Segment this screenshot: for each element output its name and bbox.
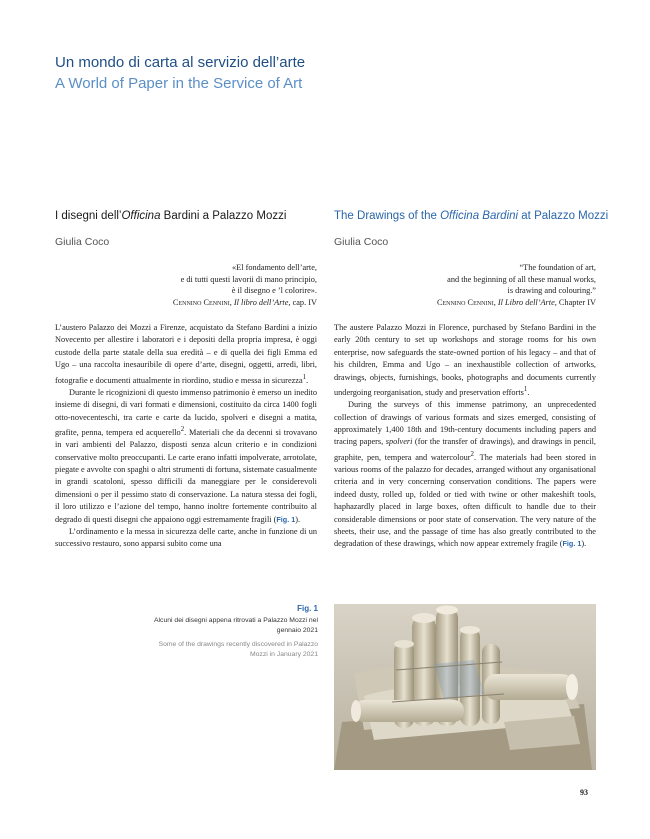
paragraph: L’ordinamento e la messa in sicurezza delle carte, anche in funzione di un successivo restauro, sono apparsi subito come una	[55, 527, 317, 549]
page-number: 93	[580, 788, 588, 797]
epigraph-line: and the beginning of all these manual works,	[447, 274, 596, 284]
paragraph: The austere Palazzo Mozzi in Florence, purchased by Stefano Bardini in the early 20th century to set up workshops and storage rooms for his own enterprise, now safeguards the state-owned portion of his legacy – and that of his children, Emma and Ugo – an inexhaustible collection of artworks, drawings, objects, furnishings, books, photographs and documents currently undergoing reorganisation, study and preservation efforts$^1$.	[334, 323, 596, 397]
photo-rolled-drawings	[334, 604, 596, 770]
paragraph: L’austero Palazzo dei Mozzi a Firenze, acquistato da Stefano Bardini a inizio Novecento per allestire i laboratori e i depositi della propria impresa, è oggi custode della parte statale della sua eredità – e di quella dei figli Emma ed Ugo – una raccolta inesauribile di opere d’arte, disegni, oggetti, arredi, libri, fotografie e documenti attualmente in riordino, studio e messa in sicurezza$^1$.	[55, 323, 317, 385]
author-english: Giulia Coco	[334, 236, 389, 248]
section-heading-italian: I disegni dell’Officina Bardini a Palazzo Mozzi	[55, 210, 287, 222]
page-title-english: A World of Paper in the Service of Art	[55, 75, 303, 92]
figure-caption	[140, 604, 318, 659]
paragraph: Durante le ricognizioni di questo immenso patrimonio è emerso un inedito insieme di disegni, di vari formati e dimensioni, costituito da circa 1400 fogli otto-novecenteschi, tra carte e carte da lucido, spolveri e disegni a matita, grafite, penna, tempera ed acquerello$^2$. Materiali che da decenni si trovavano in vari ambienti del Palazzo, disposti senza alcun criterio e in condizioni conservative molto preoccupanti. Le carte erano infatti impolverate, arrotolate, piegate e avvolte con spaghi o altri strumenti di fortuna, sistemate casualmente in grandi scatoloni, spesso difficili da maneggiare per le considerevoli dimensioni o per il pessimo stato di conservazione. La natura stessa dei fogli, il loro utilizzo e l’azione del tempo, hanno inoltre fortemente contribuito al degrado di questi disegni che appaiono oggi estremamente fragili (Fig. 1).	[55, 387, 317, 524]
footnote-ref[interactable]: 1	[523, 386, 528, 394]
author-italian: Giulia Coco	[55, 236, 110, 248]
epigraph-italian	[55, 262, 317, 308]
epigraph-line: «El fondamento dell’arte,	[231, 263, 317, 272]
epigraph-line: e di tutti questi lavorii di mano principio,	[180, 274, 317, 284]
epigraph-english	[334, 262, 596, 308]
epigraph-line: “The foundation of art,	[519, 263, 596, 272]
footnote-ref[interactable]: 2	[470, 450, 474, 458]
epigraph-source: Cennino Cennini, Il libro dell’Arte, cap. IV	[172, 297, 317, 307]
epigraph-source: Cennino Cennini, Il Libro dell’Arte, Chapter IV	[436, 297, 596, 307]
body-text-italian	[55, 322, 317, 551]
epigraph-line: è il disegno e ’l colorire».	[231, 286, 317, 296]
page-title-italian: Un mondo di carta al servizio dell’arte	[55, 54, 306, 71]
figure-label: Fig. 1	[297, 604, 318, 613]
figure-link[interactable]: Fig. 1	[562, 539, 582, 549]
rolled-papers-illustration	[334, 604, 596, 770]
paragraph: During the surveys of this immense patrimony, an unprecedented collection of drawings of various formats and sizes emerged, consisting of approximately 1,400 18th and 19th-century documents including papers and tracing papers, spolveri (for the transfer of drawings), and drawings in pencil, graphite, pen, tempera and watercolour$^2$. The materials had been stored in various rooms of the palazzo for decades, arranged without any organisational criteria and in very concerning conservation conditions. The papers were indeed dusty, rolled up, folded or tied with twine or other makeshift tools, haphazardly placed in large boxes, often difficult to handle due to their considerable dimensions or poor state of conservation. The very nature of the sheets, their use, and the passage of time has also greatly contributed to the degradation of these drawings, which now appear extremely fragile (Fig. 1).	[334, 400, 596, 549]
section-heading-english: The Drawings of the Officina Bardini at Palazzo Mozzi	[334, 210, 609, 222]
epigraph-line: is drawing and colouring.”	[507, 286, 596, 296]
caption-italian: Alcuni dei disegni appena ritrovati a Palazzo Mozzi nel gennaio 2021	[154, 617, 318, 634]
figure-link[interactable]: Fig. 1	[276, 514, 296, 524]
caption-english: Some of the drawings recently discovered in Palazzo Mozzi in January 2021	[158, 641, 318, 658]
body-text-english	[334, 322, 596, 551]
footnote-ref[interactable]: 1	[302, 373, 307, 381]
footnote-ref[interactable]: 2	[180, 426, 185, 434]
